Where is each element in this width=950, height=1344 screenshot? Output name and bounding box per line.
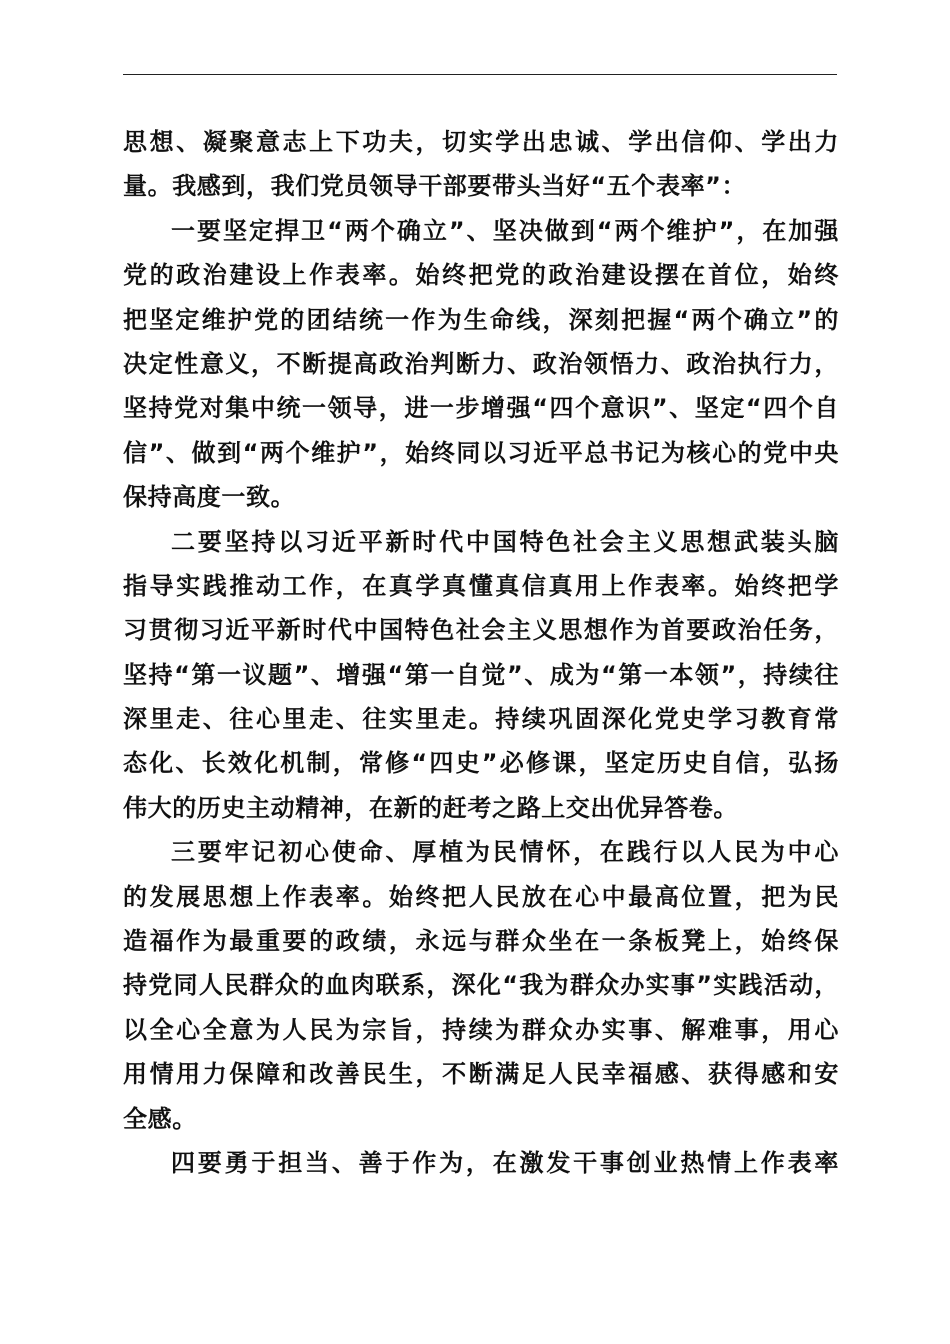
text-line: 思想、凝聚意志上下功夫，切实学出忠诚、学出信仰、学出力 xyxy=(123,128,839,156)
text-line: 坚持党对集中统一领导，进一步增强“四个意识”、坚定“四个自 xyxy=(123,394,839,423)
text-line: 持党同人民群众的血肉联系，深化“我为群众办实事”实践活动， xyxy=(123,971,839,1000)
text-line: 把坚定维护党的团结统一作为生命线，深刻把握“两个确立”的 xyxy=(123,305,839,334)
text-line: 指导实践推动工作，在真学真懂真信真用上作表率。始终把学 xyxy=(123,571,839,600)
text-line: 二要坚持以习近平新时代中国特色社会主义思想武装头脑 xyxy=(171,527,839,556)
text-line: 四要勇于担当、善于作为，在激发干事创业热情上作表率 xyxy=(171,1148,839,1177)
header-rule xyxy=(123,74,837,75)
text-line: 以全心全意为人民为宗旨，持续为群众办实事、解难事，用心 xyxy=(123,1015,839,1044)
text-line: 一要坚定捍卫“两个确立”、坚决做到“两个维护”，在加强 xyxy=(171,216,839,245)
document-body xyxy=(123,120,839,1185)
text-line: 伟大的历史主动精神，在新的赶考之路上交出优异答卷。 xyxy=(123,793,738,822)
text-line: 造福作为最重要的政绩，永远与群众坐在一条板凳上，始终保 xyxy=(123,927,839,956)
text-line: 的发展思想上作表率。始终把人民放在心中最高位置，把为民 xyxy=(123,882,839,911)
text-line: 深里走、往心里走、往实里走。持续巩固深化党史学习教育常 xyxy=(123,705,839,734)
text-line: 坚持“第一议题”、增强“第一自觉”、成为“第一本领”，持续往 xyxy=(123,660,839,689)
text-line: 全感。 xyxy=(123,1104,197,1133)
text-line: 量。我感到，我们党员领导干部要带头当好“五个表率”： xyxy=(123,172,747,201)
text-line: 决定性意义，不断提高政治判断力、政治领悟力、政治执行力， xyxy=(123,349,839,378)
text-line: 用情用力保障和改善民生，不断满足人民幸福感、获得感和安 xyxy=(123,1060,839,1089)
text-line: 习贯彻习近平新时代中国特色社会主义思想作为首要政治任务， xyxy=(123,616,839,645)
text-line: 党的政治建设上作表率。始终把党的政治建设摆在首位，始终 xyxy=(123,261,839,290)
text-line: 信”、做到“两个维护”，始终同以习近平总书记为核心的党中央 xyxy=(123,438,839,467)
text-line: 态化、长效化机制，常修“四史”必修课，坚定历史自信，弘扬 xyxy=(123,749,839,778)
text-line: 保持高度一致。 xyxy=(123,483,296,512)
text-line: 三要牢记初心使命、厚植为民情怀，在践行以人民为中心 xyxy=(171,838,839,867)
